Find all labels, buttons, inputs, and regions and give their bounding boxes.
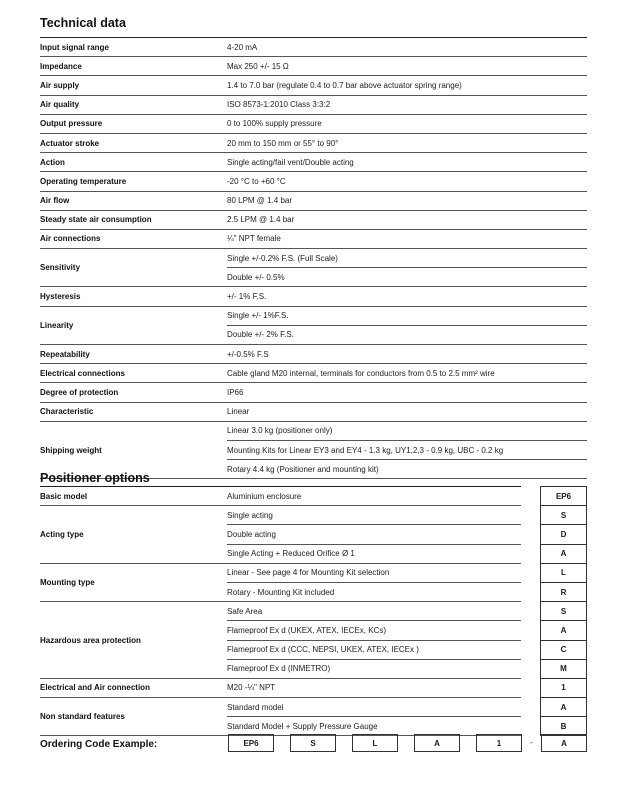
option-description: Single Acting + Reduced Orifice Ø 1 [227, 544, 521, 563]
table-row [40, 287, 587, 306]
table-row [40, 563, 587, 582]
option-group-label: Hazardous area protection [40, 602, 227, 679]
option-code-box: R [541, 582, 587, 601]
table-row [40, 421, 587, 440]
option-code-box: C [541, 640, 587, 659]
table-row [40, 229, 587, 248]
ordering-code-box-mounting: L [352, 734, 398, 752]
spec-value: +/-0.5% F.S [227, 345, 587, 364]
option-group-label: Mounting type [40, 563, 227, 601]
spec-label: Repeatability [40, 345, 227, 364]
spec-label: Air quality [40, 95, 227, 114]
option-description: Standard Model + Supply Pressure Gauge [227, 717, 521, 736]
spacer [521, 640, 541, 659]
spec-label: Linearity [40, 306, 227, 344]
spec-value: 0 to 100% supply pressure [227, 114, 587, 133]
spec-value: Rotary 4.4 kg (Positioner and mounting kit) [227, 460, 587, 479]
table-row [40, 210, 587, 229]
option-group-label: Basic model [40, 487, 227, 506]
ordering-code-box-connection: 1 [476, 734, 522, 752]
ordering-code-label: Ordering Code Example: [40, 739, 158, 750]
spec-label: Degree of protection [40, 383, 227, 402]
spec-label: Electrical connections [40, 364, 227, 383]
option-description: M20 -¼" NPT [227, 678, 521, 697]
option-description: Safe Area [227, 602, 521, 621]
spacer [521, 582, 541, 601]
spacer [521, 602, 541, 621]
ordering-code-box-acting: S [290, 734, 336, 752]
ordering-code-separator: - [530, 738, 533, 747]
spacer [521, 525, 541, 544]
ordering-code-box-hazardous: A [414, 734, 460, 752]
table-row [40, 383, 587, 402]
spec-value: Single +/- 1%F.S. [227, 306, 587, 325]
spec-label: Actuator stroke [40, 133, 227, 152]
option-description: Flameproof Ex d (CCC, NEPSI, UKEX, ATEX, IECEx ) [227, 640, 521, 659]
table-row [40, 57, 587, 76]
spec-label: Steady state air consumption [40, 210, 227, 229]
spacer [521, 717, 541, 736]
option-code-box: B [541, 717, 587, 736]
spec-label: Action [40, 153, 227, 172]
spec-value: 1.4 to 7.0 bar (regulate 0.4 to 0.7 bar above actuator spring range) [227, 76, 587, 95]
option-code-box: L [541, 563, 587, 582]
table-row [40, 76, 587, 95]
table-row [40, 172, 587, 191]
spec-value: +/- 1% F.S. [227, 287, 587, 306]
option-group-label: Acting type [40, 506, 227, 564]
option-code-box: EP6 [541, 487, 587, 506]
positioner-options-title: Positioner options [40, 471, 150, 485]
table-row [40, 678, 587, 697]
option-code-box: A [541, 544, 587, 563]
spacer [521, 698, 541, 717]
spec-label: Sensitivity [40, 249, 227, 287]
spec-value: 20 mm to 150 mm or 55° to 90° [227, 133, 587, 152]
table-row [40, 95, 587, 114]
spec-value: Single acting/fail vent/Double acting [227, 153, 587, 172]
spec-value: ISO 8573-1:2010 Class 3:3:2 [227, 95, 587, 114]
table-row [40, 153, 587, 172]
spec-value: Linear [227, 402, 587, 421]
spec-value: Cable gland M20 internal, terminals for conductors from 0.5 to 2.5 mm² wire [227, 364, 587, 383]
spacer [521, 487, 541, 506]
table-row [40, 402, 587, 421]
spec-label: Air supply [40, 76, 227, 95]
option-group-label: Electrical and Air connection [40, 678, 227, 697]
spec-label: Air flow [40, 191, 227, 210]
spec-value: Linear 3.0 kg (positioner only) [227, 421, 587, 440]
table-row [40, 249, 587, 268]
option-description: Flameproof Ex d (UKEX, ATEX, IECEx, KCs) [227, 621, 521, 640]
spec-value: IP66 [227, 383, 587, 402]
spec-label: Input signal range [40, 38, 227, 57]
spacer [521, 544, 541, 563]
option-description: Single acting [227, 506, 521, 525]
table-row [40, 506, 587, 525]
option-description: Standard model [227, 698, 521, 717]
spec-value: 80 LPM @ 1.4 bar [227, 191, 587, 210]
table-row [40, 698, 587, 717]
option-description: Linear - See page 4 for Mounting Kit selection [227, 563, 521, 582]
positioner-options-table [40, 486, 587, 736]
option-description: Flameproof Ex d (INMETRO) [227, 659, 521, 678]
option-code-box: 1 [541, 678, 587, 697]
table-row [40, 602, 587, 621]
spec-label: Air connections [40, 229, 227, 248]
table-row [40, 364, 587, 383]
spec-value: Double +/- 0.5% [227, 268, 587, 287]
spec-value: Mounting Kits for Linear EY3 and EY4 - 1.3 kg, UY1,2,3 - 0.9 kg, UBC - 0.2 kg [227, 440, 587, 459]
table-row [40, 306, 587, 325]
spec-label: Impedance [40, 57, 227, 76]
option-description: Double acting [227, 525, 521, 544]
option-code-box: S [541, 602, 587, 621]
spec-label: Operating temperature [40, 172, 227, 191]
spec-label: Characteristic [40, 402, 227, 421]
option-code-box: A [541, 698, 587, 717]
technical-data-table [40, 37, 587, 479]
table-row [40, 133, 587, 152]
table-row [40, 114, 587, 133]
option-code-box: D [541, 525, 587, 544]
spacer [521, 563, 541, 582]
spec-label: Shipping weight [40, 421, 227, 479]
ordering-code-box-model: EP6 [228, 734, 274, 752]
spec-label: Hysteresis [40, 287, 227, 306]
option-description: Aluminium enclosure [227, 487, 521, 506]
spacer [521, 678, 541, 697]
table-row [40, 345, 587, 364]
table-row [40, 38, 587, 57]
spec-label: Output pressure [40, 114, 227, 133]
spacer [521, 621, 541, 640]
option-group-label: Non standard features [40, 698, 227, 736]
spec-value: -20 °C to +60 °C [227, 172, 587, 191]
table-row [40, 487, 587, 506]
spec-value: 4-20 mA [227, 38, 587, 57]
spec-value: ¼" NPT female [227, 229, 587, 248]
spec-value: Max 250 +/- 15 Ω [227, 57, 587, 76]
spec-value: Single +/-0.2% F.S. (Full Scale) [227, 249, 587, 268]
option-code-box: A [541, 621, 587, 640]
option-code-box: S [541, 506, 587, 525]
spec-value: Double +/- 2% F.S. [227, 325, 587, 344]
ordering-code-box-features: A [541, 734, 587, 752]
spacer [521, 659, 541, 678]
spec-value: 2.5 LPM @ 1.4 bar [227, 210, 587, 229]
table-row [40, 191, 587, 210]
technical-data-title: Technical data [40, 16, 126, 30]
option-description: Rotary - Mounting Kit included [227, 582, 521, 601]
spacer [521, 506, 541, 525]
option-code-box: M [541, 659, 587, 678]
